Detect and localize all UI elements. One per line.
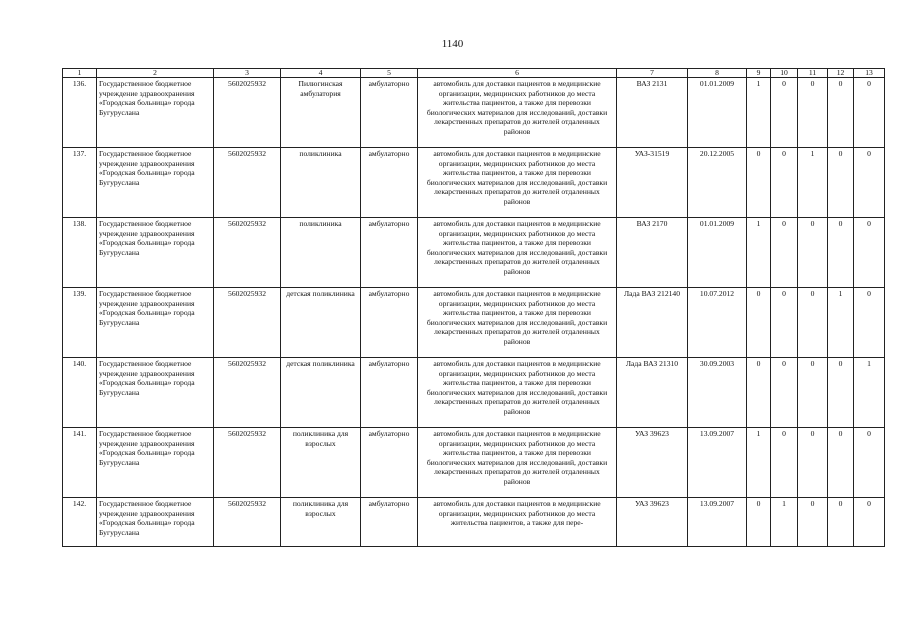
- vehicle-model: Лада ВАЗ 21310: [617, 358, 688, 428]
- vehicle-model: УАЗ 39623: [617, 428, 688, 498]
- table-row: [63, 428, 885, 498]
- vehicle-register-table: [62, 68, 885, 547]
- value-col-11: 0: [798, 218, 828, 288]
- registration-date: 13.09.2007: [688, 498, 747, 547]
- value-col-10: 1: [771, 498, 798, 547]
- vehicle-purpose: автомобиль для доставки пациентов в медицинские организации, медицинских работников до места жительства пациентов, а также для пере-: [418, 498, 617, 547]
- subdivision-name: поликлиника: [281, 218, 361, 288]
- row-number: 138.: [63, 218, 97, 288]
- column-header: 4: [281, 69, 361, 78]
- vehicle-purpose: автомобиль для доставки пациентов в медицинские организации, медицинских работников до места жительства пациентов, а также для перевозки биологических материалов для исследований, доставки лекарственных препаратов до жителей отдаленных районов: [418, 148, 617, 218]
- inn-value: 5602025932: [214, 218, 281, 288]
- vehicle-model: УАЗ 39623: [617, 498, 688, 547]
- inn-value: 5602025932: [214, 358, 281, 428]
- column-header: 12: [828, 69, 854, 78]
- registration-date: 10.07.2012: [688, 288, 747, 358]
- organization-name: Государственное бюджетное учреждение здравоохранения «Городская больница» города Бугуруслана: [97, 358, 214, 428]
- column-header: 6: [418, 69, 617, 78]
- inn-value: 5602025932: [214, 428, 281, 498]
- registration-date: 13.09.2007: [688, 428, 747, 498]
- vehicle-purpose: автомобиль для доставки пациентов в медицинские организации, медицинских работников до места жительства пациентов, а также для перевозки биологических материалов для исследований, доставки лекарственных препаратов до жителей отдаленных районов: [418, 428, 617, 498]
- vehicle-purpose: автомобиль для доставки пациентов в медицинские организации, медицинских работников до места жительства пациентов, а также для перевозки биологических материалов для исследований, доставки лекарственных препаратов до жителей отдаленных районов: [418, 78, 617, 148]
- table-row: [63, 218, 885, 288]
- row-number: 137.: [63, 148, 97, 218]
- organization-name: Государственное бюджетное учреждение здравоохранения «Городская больница» города Бугуруслана: [97, 218, 214, 288]
- column-number-row: [63, 69, 885, 78]
- value-col-13: 0: [854, 218, 885, 288]
- organization-name: Государственное бюджетное учреждение здравоохранения «Городская больница» города Бугуруслана: [97, 148, 214, 218]
- care-mode: амбулаторно: [361, 78, 418, 148]
- care-mode: амбулаторно: [361, 218, 418, 288]
- care-mode: амбулаторно: [361, 498, 418, 547]
- value-col-12: 0: [828, 218, 854, 288]
- value-col-10: 0: [771, 78, 798, 148]
- vehicle-purpose: автомобиль для доставки пациентов в медицинские организации, медицинских работников до места жительства пациентов, а также для перевозки биологических материалов для исследований, доставки лекарственных препаратов до жителей отдаленных районов: [418, 358, 617, 428]
- inn-value: 5602025932: [214, 498, 281, 547]
- value-col-9: 1: [747, 428, 771, 498]
- registration-date: 20.12.2005: [688, 148, 747, 218]
- value-col-10: 0: [771, 288, 798, 358]
- value-col-13: 1: [854, 358, 885, 428]
- value-col-9: 1: [747, 218, 771, 288]
- column-header: 8: [688, 69, 747, 78]
- column-header: 3: [214, 69, 281, 78]
- value-col-12: 0: [828, 78, 854, 148]
- organization-name: Государственное бюджетное учреждение здравоохранения «Городская больница» города Бугуруслана: [97, 498, 214, 547]
- table-row: [63, 358, 885, 428]
- subdivision-name: поликлиника для взрослых: [281, 428, 361, 498]
- column-header: 2: [97, 69, 214, 78]
- value-col-12: 0: [828, 498, 854, 547]
- vehicle-model: ВАЗ 2131: [617, 78, 688, 148]
- care-mode: амбулаторно: [361, 148, 418, 218]
- value-col-12: 1: [828, 288, 854, 358]
- vehicle-model: УАЗ-31519: [617, 148, 688, 218]
- value-col-9: 0: [747, 358, 771, 428]
- row-number: 140.: [63, 358, 97, 428]
- value-col-13: 0: [854, 78, 885, 148]
- organization-name: Государственное бюджетное учреждение здравоохранения «Городская больница» города Бугуруслана: [97, 428, 214, 498]
- column-header: 5: [361, 69, 418, 78]
- organization-name: Государственное бюджетное учреждение здравоохранения «Городская больница» города Бугуруслана: [97, 78, 214, 148]
- care-mode: амбулаторно: [361, 288, 418, 358]
- value-col-11: 0: [798, 358, 828, 428]
- care-mode: амбулаторно: [361, 428, 418, 498]
- vehicle-purpose: автомобиль для доставки пациентов в медицинские организации, медицинских работников до места жительства пациентов, а также для перевозки биологических материалов для исследований, доставки лекарственных препаратов до жителей отдаленных районов: [418, 288, 617, 358]
- value-col-12: 0: [828, 358, 854, 428]
- vehicle-model: Лада ВАЗ 212140: [617, 288, 688, 358]
- subdivision-name: Пилюгинская амбулатория: [281, 78, 361, 148]
- value-col-10: 0: [771, 148, 798, 218]
- column-header: 9: [747, 69, 771, 78]
- vehicle-purpose: автомобиль для доставки пациентов в медицинские организации, медицинских работников до места жительства пациентов, а также для перевозки биологических материалов для исследований, доставки лекарственных препаратов до жителей отдаленных районов: [418, 218, 617, 288]
- value-col-13: 0: [854, 428, 885, 498]
- value-col-12: 0: [828, 148, 854, 218]
- table-row: [63, 498, 885, 547]
- row-number: 142.: [63, 498, 97, 547]
- inn-value: 5602025932: [214, 288, 281, 358]
- value-col-13: 0: [854, 148, 885, 218]
- row-number: 139.: [63, 288, 97, 358]
- vehicle-model: ВАЗ 2170: [617, 218, 688, 288]
- column-header: 13: [854, 69, 885, 78]
- table-row: [63, 78, 885, 148]
- value-col-10: 0: [771, 358, 798, 428]
- value-col-11: 0: [798, 428, 828, 498]
- table-row: [63, 148, 885, 218]
- registration-date: 30.09.2003: [688, 358, 747, 428]
- value-col-10: 0: [771, 428, 798, 498]
- column-header: 1: [63, 69, 97, 78]
- table-row: [63, 288, 885, 358]
- value-col-12: 0: [828, 428, 854, 498]
- value-col-11: 0: [798, 498, 828, 547]
- value-col-10: 0: [771, 218, 798, 288]
- inn-value: 5602025932: [214, 148, 281, 218]
- inn-value: 5602025932: [214, 78, 281, 148]
- registration-date: 01.01.2009: [688, 218, 747, 288]
- row-number: 136.: [63, 78, 97, 148]
- row-number: 141.: [63, 428, 97, 498]
- value-col-9: 1: [747, 78, 771, 148]
- care-mode: амбулаторно: [361, 358, 418, 428]
- subdivision-name: детская поликлиника: [281, 288, 361, 358]
- subdivision-name: поликлиника: [281, 148, 361, 218]
- value-col-9: 0: [747, 288, 771, 358]
- value-col-11: 0: [798, 288, 828, 358]
- page-number: 1140: [441, 38, 464, 50]
- organization-name: Государственное бюджетное учреждение здравоохранения «Городская больница» города Бугуруслана: [97, 288, 214, 358]
- value-col-13: 0: [854, 498, 885, 547]
- value-col-11: 1: [798, 148, 828, 218]
- column-header: 10: [771, 69, 798, 78]
- column-header: 7: [617, 69, 688, 78]
- value-col-9: 0: [747, 148, 771, 218]
- subdivision-name: поликлиника для взрослых: [281, 498, 361, 547]
- registration-date: 01.01.2009: [688, 78, 747, 148]
- value-col-11: 0: [798, 78, 828, 148]
- column-header: 11: [798, 69, 828, 78]
- subdivision-name: детская поликлиника: [281, 358, 361, 428]
- value-col-13: 0: [854, 288, 885, 358]
- value-col-9: 0: [747, 498, 771, 547]
